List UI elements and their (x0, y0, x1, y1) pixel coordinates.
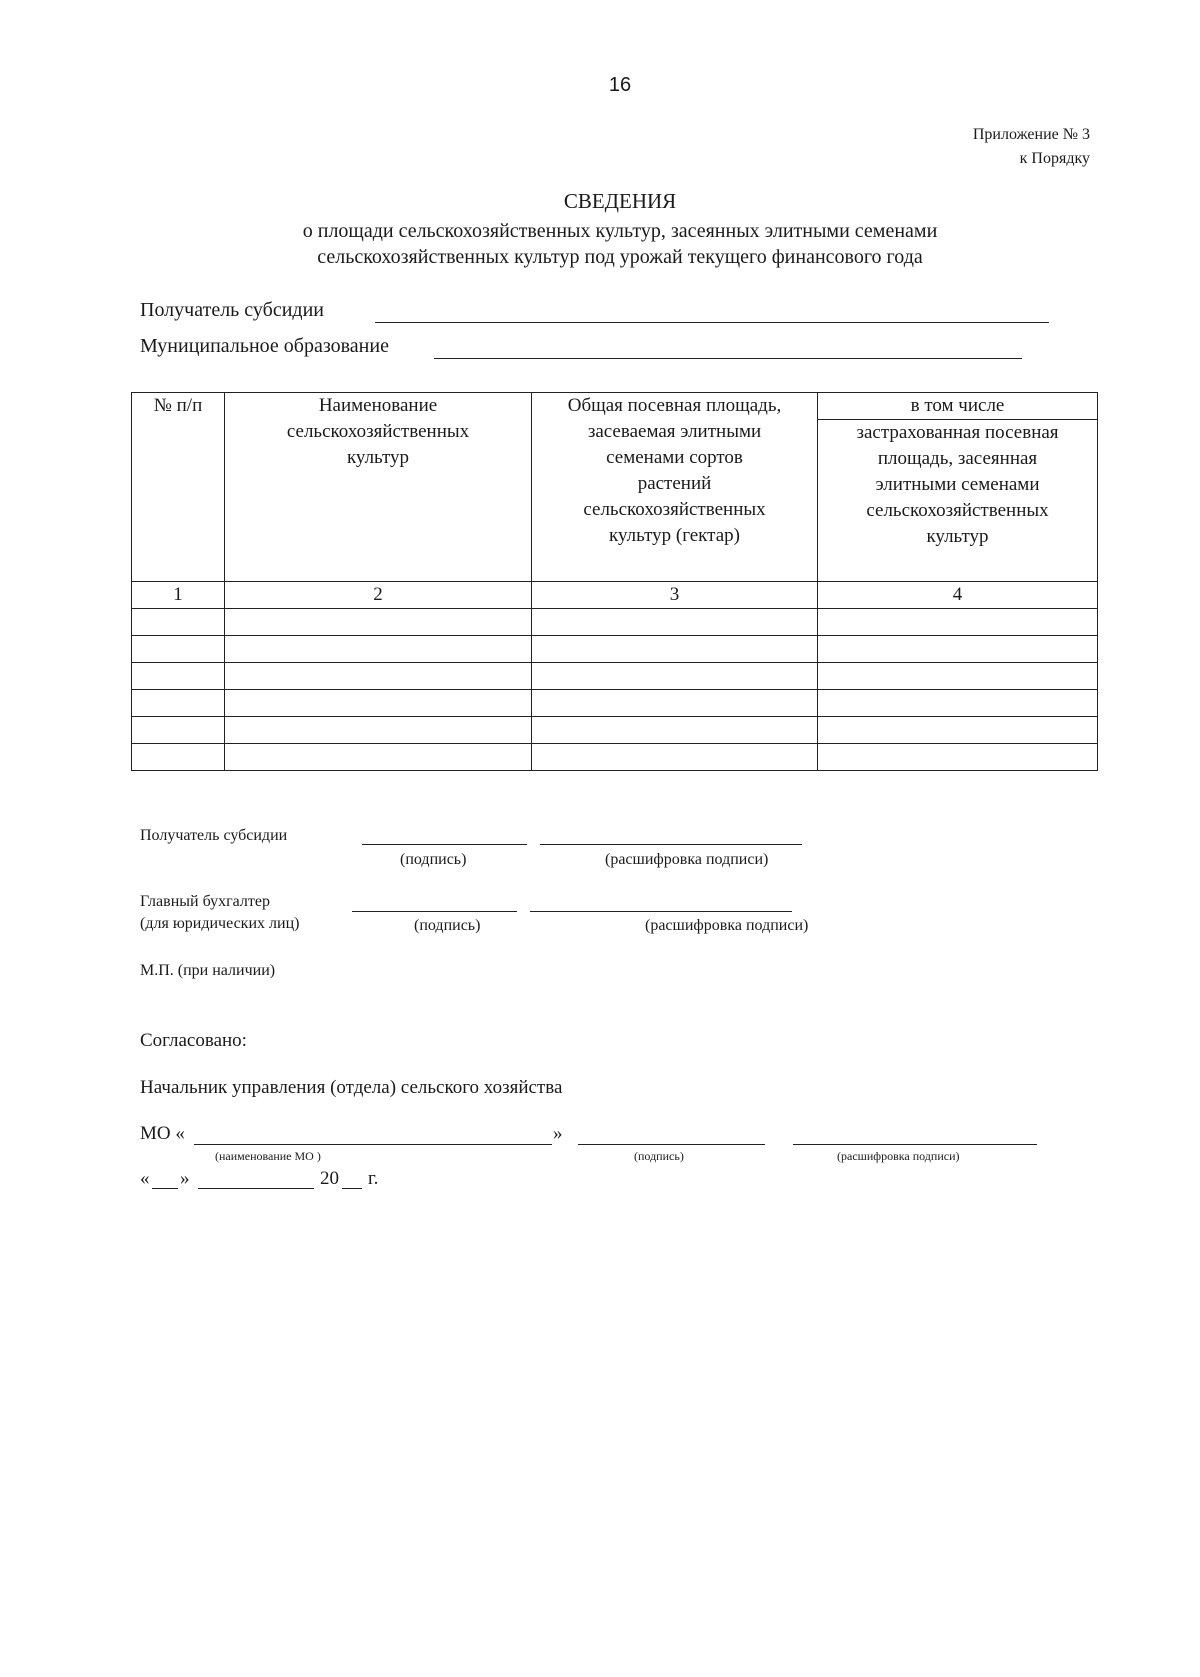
table-cell[interactable] (532, 744, 818, 771)
column-number-row (132, 582, 1098, 609)
table-cell[interactable] (532, 690, 818, 717)
recipient-signature-label: Получатель субсидии (140, 827, 288, 844)
recipient-label: Получатель субсидии (140, 299, 324, 321)
document-subtitle-line-2: сельскохозяйственных культур под урожай текущего финансового года (317, 246, 923, 268)
mo-suffix: » (553, 1123, 563, 1144)
decryption-caption: (расшифровка подписи) (605, 851, 769, 868)
accountant-signature-line[interactable] (352, 911, 517, 912)
table-row (132, 609, 1098, 636)
head-decryption-caption: (расшифровка подписи) (837, 1149, 960, 1163)
date-year-line[interactable] (342, 1188, 362, 1189)
table-cell[interactable] (818, 717, 1098, 744)
table-cell[interactable] (132, 717, 225, 744)
document-subtitle-line-1: о площади сельскохозяйственных культур, засеянных элитными семенами (302, 220, 938, 242)
appendix-line-2: к Порядку (1019, 150, 1090, 167)
table-row (132, 744, 1098, 771)
chief-accountant-label: Главный бухгалтер (140, 893, 270, 910)
table-row (132, 717, 1098, 744)
head-signature-line[interactable] (578, 1144, 765, 1145)
table-cell[interactable] (225, 636, 532, 663)
year-prefix: 20 (320, 1168, 339, 1189)
legal-entities-note: (для юридических лиц) (140, 915, 300, 932)
table-cell[interactable] (818, 744, 1098, 771)
column-number: 4 (818, 582, 1098, 609)
municipality-field[interactable] (434, 358, 1022, 359)
mo-name-caption: (наименование МО ) (215, 1149, 321, 1163)
table-cell[interactable] (532, 609, 818, 636)
accountant-decryption-line[interactable] (530, 911, 792, 912)
agriculture-head-label: Начальник управления (отдела) сельского хозяйства (140, 1077, 563, 1098)
recipient-signature-line[interactable] (362, 844, 527, 845)
stamp-note: М.П. (при наличии) (140, 962, 276, 979)
document-title: СВЕДЕНИЯ (563, 189, 677, 213)
header-col-total-area: Общая посевная площадь, засеваемая элитными семенами сортов растений сельскохозяйственных культур (гектар) (532, 393, 818, 582)
decryption-caption: (расшифровка подписи) (645, 917, 809, 934)
table-cell[interactable] (818, 609, 1098, 636)
recipient-field[interactable] (375, 322, 1049, 323)
header-col-crop-name: Наименование сельскохозяйственных культур (225, 393, 532, 582)
date-month-line[interactable] (198, 1188, 314, 1189)
column-number: 3 (532, 582, 818, 609)
table-cell[interactable] (818, 663, 1098, 690)
table-cell[interactable] (532, 663, 818, 690)
data-table (131, 392, 1098, 771)
table-row (132, 663, 1098, 690)
date-open-quote: « (140, 1168, 150, 1189)
table-cell[interactable] (225, 690, 532, 717)
table-cell[interactable] (132, 690, 225, 717)
municipality-label: Муниципальное образование (140, 335, 389, 357)
table-cell[interactable] (132, 663, 225, 690)
header-including: в том числе (818, 393, 1097, 420)
table-cell[interactable] (132, 636, 225, 663)
column-number: 2 (225, 582, 532, 609)
appendix-line-1: Приложение № 3 (972, 126, 1090, 143)
table-cell[interactable] (532, 717, 818, 744)
header-col-number: № п/п (132, 393, 225, 582)
table-cell[interactable] (818, 636, 1098, 663)
table-cell[interactable] (132, 744, 225, 771)
table-cell[interactable] (225, 744, 532, 771)
table-row (132, 690, 1098, 717)
head-decryption-line[interactable] (793, 1144, 1037, 1145)
table-cell[interactable] (818, 690, 1098, 717)
date-close-quote: » (180, 1168, 190, 1189)
recipient-decryption-line[interactable] (540, 844, 802, 845)
date-day-line[interactable] (152, 1188, 178, 1189)
table-row (132, 636, 1098, 663)
signature-caption: (подпись) (400, 851, 467, 868)
table-header-row (132, 393, 1098, 582)
table-cell[interactable] (225, 663, 532, 690)
head-signature-caption: (подпись) (634, 1149, 684, 1163)
table-cell[interactable] (132, 609, 225, 636)
table-cell[interactable] (225, 717, 532, 744)
page-number: 16 (608, 74, 632, 96)
signature-caption: (подпись) (414, 917, 481, 934)
agreed-label: Согласовано: (140, 1030, 247, 1051)
column-number: 1 (132, 582, 225, 609)
mo-prefix: МО « (140, 1123, 185, 1144)
table-cell[interactable] (532, 636, 818, 663)
table-cell[interactable] (225, 609, 532, 636)
header-col-insured-area: в том числе застрахованная посевная площадь, засеянная элитными семенами сельскохозяйственных культур (818, 393, 1098, 582)
year-suffix: г. (368, 1168, 379, 1189)
mo-name-line[interactable] (194, 1144, 552, 1145)
